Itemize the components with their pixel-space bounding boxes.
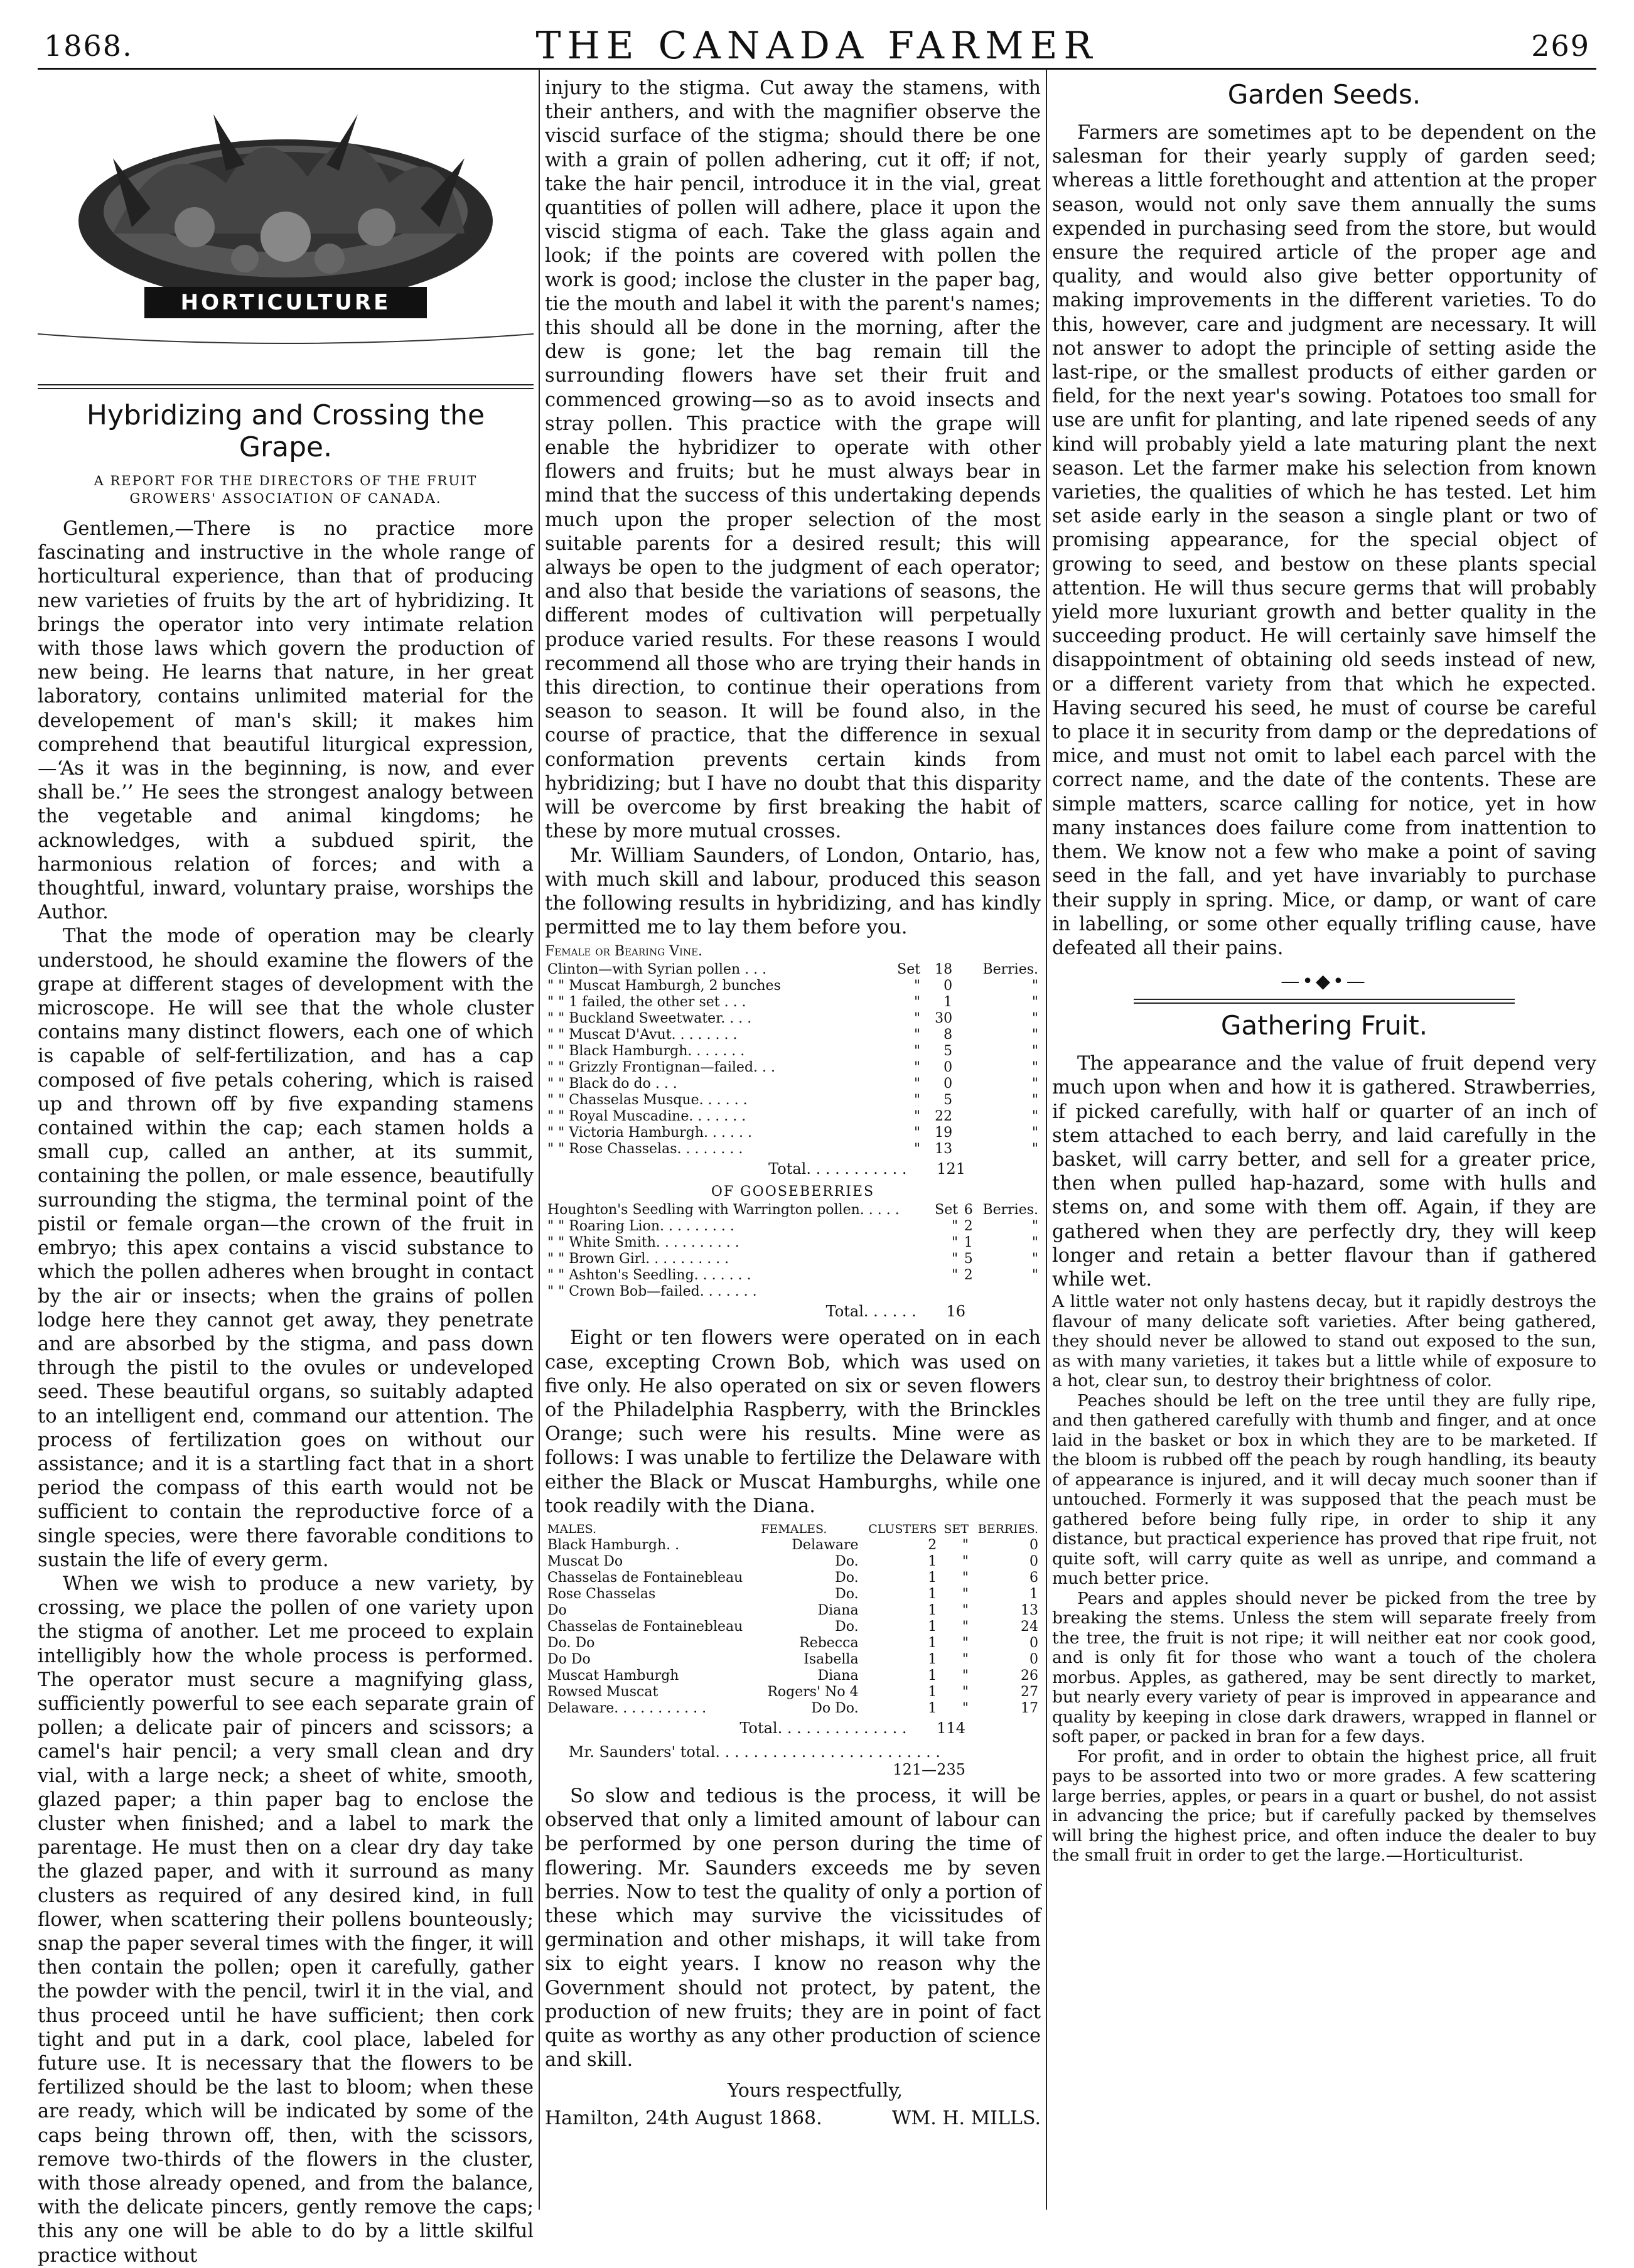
berries-count: 26 — [1021, 1667, 1038, 1684]
set-label: " — [962, 1602, 969, 1618]
female-variety: Do. — [835, 1553, 859, 1569]
berries-count: 13 — [1021, 1602, 1038, 1618]
berries-count — [960, 1284, 976, 1300]
paragraph: Peaches should be left on the tree until they are fully ripe, and then gathered carefully with thumb and finger, and at once laid in the basket or box in which they are to be marketed. If the bloom is rubbed off the peach by rough handling, its beauty of appearance is injured, and it will decay much sooner than if untouched. Formerly it was supposed that the peach must be gathered before being fully ripe, in order to ship it any distance, but practical experience has proved that ripe fruit, not quite soft, will carry quite as well as unripe, and command a much better price. — [1052, 1390, 1596, 1589]
set-label: " — [951, 1235, 959, 1251]
vine-cross: " " Victoria Hamburgh. . . . . . — [547, 1125, 752, 1141]
berries-count: 0 — [943, 1060, 953, 1076]
vine-cross: " " Muscat Hamburgh, 2 bunches — [547, 978, 781, 994]
table-row — [545, 1218, 1041, 1235]
set-label: " — [962, 1586, 969, 1602]
page-number: 269 — [1531, 29, 1590, 63]
clusters-count: 2 — [928, 1537, 937, 1553]
male-variety: Do — [547, 1602, 567, 1618]
berries-label: " — [1031, 1043, 1038, 1060]
table-row — [545, 1619, 1041, 1635]
table-row — [545, 1701, 1041, 1717]
set-label: " — [962, 1667, 969, 1684]
berries-label: " — [1031, 1267, 1038, 1284]
berries-label: " — [1031, 994, 1038, 1011]
berries-label: Berries. — [982, 1202, 1038, 1218]
berries-label: " — [1031, 1076, 1038, 1092]
masthead-title: THE CANADA FARMER — [535, 24, 1099, 68]
set-label: " — [962, 1553, 969, 1569]
paragraph: Eight or ten flowers were operated on in each case, excepting Crown Bob, which was used on five only. He also operated on six or seven flowers of the Philadelphia Raspberry, with the Brinckles Orange; such were his results. Mine were as follows: I was unable to fertilize the Delaware with either the Black or Muscat Hamburghs, while one took readily with the Diana. — [545, 1327, 1041, 1517]
table-row — [545, 1235, 1041, 1251]
berries-count: 1 — [964, 1235, 973, 1251]
vine-cross: " " Buckland Sweetwater. . . . — [547, 1011, 752, 1027]
section-ornament: —•◆•— — [1281, 970, 1368, 993]
clusters-count: 1 — [928, 1684, 937, 1700]
divider — [38, 384, 534, 389]
clusters-count: 1 — [928, 1635, 937, 1651]
table-total — [545, 1303, 1041, 1320]
berries-label: " — [1031, 1109, 1038, 1125]
paragraph: The appearance and the value of fruit depend very much upon when and how it is gathered. Strawberries, if picked carefully, with half or quarter of an inch of stem attached to each berry, and laid carefully in the basket, will carry better, and sell for a greater price, then when pulled hap-hazard, some with hulls and stems on, and some with them off. Again, if they are gathered when they are perfectly dry, they will keep longer and retain a better flavour than if gathered while wet. — [1052, 1053, 1596, 1291]
berries-count: 1 — [943, 994, 953, 1011]
table-row — [545, 1141, 1041, 1158]
berries-count: 0 — [1029, 1537, 1038, 1553]
vine-cross: " " Muscat D'Avut. . . . . . . . — [547, 1027, 738, 1043]
clusters-count: 1 — [928, 1667, 937, 1684]
male-variety: Muscat Do — [547, 1553, 623, 1569]
berries-count: 0 — [943, 1076, 953, 1092]
column-3 — [1052, 77, 1596, 2210]
column-header: CLUSTERS — [868, 1522, 937, 1536]
place-date: Hamilton, 24th August 1868. — [545, 2107, 822, 2130]
table-row — [545, 1652, 1041, 1668]
paragraph: So slow and tedious is the process, it will be observed that only a limited amount of labour can be performed by one person during the time of flowering. Mr. Saunders exceeds me by seven berries. Now to test the quality of only a portion of these which may survive the vicissitudes of germination and other mishaps, it will take from six to eight years. I know no reason why the Government should not protect, by patent, the production of new fruits; they are in point of fact quite as worthy as any other production of science and skill. — [545, 1785, 1041, 2072]
total-value: 114 — [937, 1719, 965, 1737]
set-label: " — [962, 1537, 969, 1553]
table-row — [545, 1027, 1041, 1043]
female-variety: Diana — [817, 1667, 859, 1684]
horticulture-vignette — [38, 77, 534, 372]
berries-count: 24 — [1021, 1618, 1038, 1635]
set-label — [930, 1284, 960, 1300]
table-row — [545, 1092, 1041, 1109]
set-label: " — [913, 1027, 921, 1043]
berries-label: " — [1031, 1235, 1038, 1251]
table-row — [545, 962, 1041, 978]
table-row — [545, 1537, 1041, 1554]
vine-cross: " " 1 failed, the other set . . . — [547, 994, 746, 1011]
berries-label: " — [1031, 1141, 1038, 1158]
berries-count: 5 — [943, 1043, 953, 1060]
table-row — [545, 1043, 1041, 1060]
clusters-count: 1 — [928, 1700, 937, 1716]
set-label: " — [913, 1092, 921, 1109]
vine-cross: " " Black Hamburgh. . . . . . . — [547, 1043, 745, 1060]
issue-year: 1868. — [44, 29, 133, 63]
vine-cross: " " Roaring Lion. . . . . . . . . — [547, 1218, 734, 1235]
set-label: " — [962, 1635, 969, 1651]
grape-results-table — [545, 962, 1041, 1158]
berries-count: 6 — [964, 1202, 973, 1218]
total-value: 121—235 — [893, 1760, 965, 1778]
total-label: Total. . . . . . . . . . . . . . — [739, 1719, 907, 1737]
column-header: SET — [943, 1522, 969, 1536]
vine-cross: " " Crown Bob—failed. . . . . . . — [547, 1284, 757, 1300]
total-label: Total. . . . . . . . . . . — [768, 1160, 907, 1178]
female-variety: Diana — [817, 1602, 859, 1618]
male-variety: Rowsed Muscat — [547, 1684, 658, 1700]
signoff — [545, 2107, 1041, 2129]
berries-count: 5 — [943, 1092, 953, 1109]
gooseberry-table-heading: OF GOOSEBERRIES — [711, 1184, 875, 1200]
paragraph: A little water not only hastens decay, but it rapidly destroys the flavour of many delicate soft varieties. After being gathered, they should never be allowed to stand out exposed to the sun, as with many varieties, it takes but a little while of exposure to a hot, clear sun, to destroy their brightness of color. — [1052, 1292, 1596, 1391]
article-title-gathering-fruit: Gathering Fruit. — [1220, 1010, 1428, 1041]
berries-count: 30 — [935, 1011, 953, 1027]
set-label: " — [962, 1684, 969, 1700]
female-variety: Do. — [835, 1618, 859, 1635]
berries-label: " — [1031, 1251, 1038, 1267]
female-variety: Delaware — [792, 1537, 859, 1553]
vine-cross: " " Black do do . . . — [547, 1076, 677, 1092]
table-row — [545, 1109, 1041, 1125]
male-variety: Rose Chasselas — [547, 1586, 656, 1602]
berries-label: Berries. — [982, 962, 1038, 978]
male-variety: Do Do — [547, 1651, 591, 1667]
table-header-row — [545, 1521, 1041, 1537]
berries-label: " — [1031, 1125, 1038, 1141]
berries-count: 27 — [1021, 1684, 1038, 1700]
set-label: " — [962, 1651, 969, 1667]
total-value: 16 — [946, 1303, 965, 1321]
berries-count: 0 — [1029, 1635, 1038, 1651]
grand-total — [545, 1743, 1041, 1778]
set-label: " — [913, 1076, 921, 1092]
female-variety: Rebecca — [799, 1635, 859, 1651]
table-row — [545, 1202, 1041, 1218]
berries-count: 2 — [964, 1267, 973, 1284]
set-label: " — [913, 1109, 921, 1125]
paragraph: Farmers are sometimes apt to be dependent on the salesman for their yearly supply of garden seed; whereas a little forethought and attention at the proper season, would not only save them annually the sums expended in purchasing seed from the store, but would ensure the required article of the proper age and quality, and would also give better opportunity of making improvements in the different varieties. To do this, however, care and judgment are necessary. It will not answer to adopt the principle of setting aside the last-ripe, or the smallest products of either garden or field, for the next year's sowing. Potatoes too small for use are unfit for planting, and late ripened seeds of any kind will probably yield a late maturing plant the next season. Let the farmer make his selection from known varieties, the qualities of which he has tested. Let him set aside early in the season a single plant or two of promising appearance, for the special object of growing to seed, and bestow on these plants special attention. He will thus secure germs that will probably yield more luxuriant growth and better quality in the succeeding product. He will certainly save himself the disappointment of obtaining old seeds instead of new, or a different variety from that which he expected. Having secured his seed, he must of course be careful to place it in security from damp or the depredations of mice, and must not omit to label each parcel with the correct name, and the date of the contents. These are simple matters, scarce calling for notice, yet in how many instances does failure come from inattention to them. We know not a few who make a point of saving seed in the fall, and yet have invariably to purchase their supply in spring. Mice, or damp, or want of care in labelling, or some other equally trifling cause, have defeated all their pains. — [1052, 122, 1596, 959]
set-label: " — [913, 1141, 921, 1158]
berries-count: 17 — [1021, 1700, 1038, 1716]
table-row — [545, 994, 1041, 1011]
set-label: " — [913, 994, 921, 1011]
berries-label: " — [1031, 1060, 1038, 1076]
set-label: " — [962, 1569, 969, 1586]
column-header: BERRIES. — [977, 1522, 1038, 1536]
vine-cross: " " Rose Chasselas. . . . . . . . — [547, 1141, 743, 1158]
male-variety: Muscat Hamburgh — [547, 1667, 679, 1684]
clusters-count: 1 — [928, 1586, 937, 1602]
berries-count: 0 — [1029, 1553, 1038, 1569]
total-value: 121 — [937, 1160, 965, 1178]
paragraph: Mr. William Saunders, of London, Ontario, has, with much skill and labour, produced this season the following results in hybridizing, and has kindly permitted me to lay them before you. — [545, 844, 1041, 939]
set-label: " — [913, 1060, 921, 1076]
berries-label — [976, 1284, 1041, 1300]
female-variety: Do. — [835, 1569, 859, 1586]
article-body-hybridizing — [38, 517, 534, 2268]
vine-cross: Houghton's Seedling with Warrington pollen. . . . . — [547, 1202, 900, 1218]
female-variety: Do Do. — [811, 1700, 859, 1716]
author-signature: WM. H. MILLS. — [891, 2107, 1041, 2130]
table-row — [545, 1011, 1041, 1027]
set-label: " — [913, 1011, 921, 1027]
total-label: Mr. Saunders' total. . . . . . . . . . . . . . . . . . . . . . . . — [568, 1743, 940, 1761]
column-2 — [545, 77, 1041, 2210]
article-title-hybridizing: Hybridizing and Crossing the Grape. — [86, 399, 485, 463]
table-row — [545, 1076, 1041, 1092]
vine-cross: " " White Smith. . . . . . . . . . — [547, 1235, 739, 1251]
berries-label: " — [1031, 1218, 1038, 1235]
male-variety: Black Hamburgh. . — [547, 1537, 680, 1553]
paragraph: That the mode of operation may be clearly understood, he should examine the flowers of the grape at different stages of development with the microscope. He will see that the whole cluster contains many distinct flowers, each one of which is capable of self-fertilization, and has a cap composed of five petals cohering, which is raised up and thrown off by five expanding stamens contained within the cap; each stamen holds a small cup, called an anther, at its summit, containing the pollen, or male essence, beautifully surrounding the stigma, the terminal point of the pistil or female organ—the crown of the fruit in embryo; this apex contains a viscid substance to which the pollen adheres when brought in contact by the air or insects; when the grains of pollen lodge here they cannot get away, they penetrate and are absorbed by the stigma, and pass down through the pistil to the ovules or undeveloped seed. These beautiful organs, so suitably adapted to an intelligent end, command our attention. The process of fertilization goes on without our assistance; and it is a startling fact that in a short period the compass of this earth would not be sufficient to contain the reproductive force of a single species, were there favorable conditions to sustain the life of every germ. — [38, 925, 534, 1571]
set-label: " — [913, 1043, 921, 1060]
article-title-garden-seeds: Garden Seeds. — [1227, 79, 1421, 110]
set-label: " — [913, 978, 921, 994]
table-row — [545, 1125, 1041, 1141]
berries-count: 22 — [935, 1109, 953, 1125]
berries-label: " — [1031, 1027, 1038, 1043]
berries-count: 19 — [935, 1125, 953, 1141]
results-table-heading: Female or Bearing Vine. — [545, 943, 703, 960]
female-variety: Isabella — [804, 1651, 859, 1667]
clusters-count: 1 — [928, 1602, 937, 1618]
vine-cross: " " Royal Muscadine. . . . . . . — [547, 1109, 746, 1125]
mills-results-table — [545, 1521, 1041, 1717]
paragraph: When we wish to produce a new variety, by crossing, we place the pollen of one variety upon the stigma of another. Let me proceed to explain intelligibly how the whole process is performed. The operator must secure a magnifying glass, sufficiently powerful to see each separate grain of pollen; a delicate pair of pincers and scissors; a camel's hair pencil; a very small clean and dry vial, with a large neck; a sheet of white, smooth, glazed paper; a thin paper bag to enclose the cluster when finished; and a label to mark the parentage. He must then on a clear dry day take the glazed paper, and with it surround as many clusters as required of any desired kind, in full flower, when scattering their pollens bounteously; snap the paper several times with the finger, it will then contain the pollen; open it carefully, gather the powder with the pencil, twirl it in the vial, and thus proceed until he have sufficient; then cork tight and put in a dark, cool place, labeled for future use. It is necessary that the flowers to be fertilized should be the last to bloom; when these are ready, which will be indicated by some of the caps being thrown off, then, with the scissors, remove two-thirds of the flowers in the cluster, with those already opened, and from the balance, with the delicate pincers, gently remove the caps; this any one will be able to do by a little skilful practice without — [38, 1572, 534, 2267]
female-variety: Rogers' No 4 — [767, 1684, 859, 1700]
clusters-count: 1 — [928, 1618, 937, 1635]
berries-count: 5 — [964, 1251, 973, 1267]
vine-cross: Clinton—with Syrian pollen . . . — [547, 962, 767, 978]
vine-cross: " " Ashton's Seedling. . . . . . . — [547, 1267, 751, 1284]
male-variety: Do. Do — [547, 1635, 595, 1651]
column-header: FEMALES. — [761, 1522, 827, 1536]
table-row — [545, 1251, 1041, 1267]
table-row — [545, 978, 1041, 994]
set-label: " — [951, 1267, 959, 1284]
berries-count: 13 — [935, 1141, 953, 1158]
berries-label: " — [1031, 978, 1038, 994]
total-label: Total. . . . . . — [825, 1303, 916, 1321]
column-rule — [1046, 69, 1047, 2210]
vine-cross: " " Grizzly Frontignan—failed. . . — [547, 1060, 775, 1076]
table-row — [545, 1060, 1041, 1076]
set-label: Set — [897, 962, 921, 978]
gooseberry-results-table — [545, 1202, 1041, 1300]
table-row — [545, 1586, 1041, 1603]
table-row — [545, 1668, 1041, 1684]
closing: Yours respectfully, — [727, 2080, 903, 2102]
berries-count: 18 — [935, 962, 953, 978]
berries-count: 6 — [1029, 1569, 1038, 1586]
clusters-count: 1 — [928, 1569, 937, 1586]
clusters-count: 1 — [928, 1553, 937, 1569]
table-row — [545, 1635, 1041, 1652]
column-1 — [38, 77, 534, 2267]
berries-label: " — [1031, 1011, 1038, 1027]
table-row — [545, 1267, 1041, 1284]
female-variety: Do. — [835, 1586, 859, 1602]
paragraph: Gentlemen,—There is no practice more fascinating and instructive in the whole range of horticultural experience, than that of producing new varieties of fruits by the art of hybridizing. It brings the operator into very intimate relation with those laws which govern the production of new being. He learns that nature, in her great laboratory, contains unlimited material for the developement of man's skill; it makes him comprehend that beautiful liturgical expression,—‘As it was in the beginning, is now, and ever shall be.’’ He sees the strongest analogy between the vegetable and animal kingdoms; he acknowledges, with a subdued spirit, the harmonious relation of forces; and with a thoughtful, inward, voluntary praise, worships the Author. — [38, 518, 534, 924]
set-label: Set — [935, 1202, 959, 1218]
paragraph: Pears and apples should never be picked from the tree by breaking the stems. Unless the stem will separate freely from the tree, the fruit is not ripe; it will neither eat nor cook good, and is only fit for those who want a touch of the cholera morbus. Apples, as gathered, may be sent directly to market, but nearly every variety of pear is improved in appearance and quality by keeping in close dark drawers, wrapped in flannel or soft paper, or packed in bran for a few days. — [1052, 1588, 1596, 1747]
vine-cross: " " Brown Girl. . . . . . . . . . — [547, 1251, 729, 1267]
table-total — [545, 1719, 1041, 1737]
divider — [1134, 999, 1515, 1004]
berries-count: 2 — [964, 1218, 973, 1235]
table-row — [545, 1684, 1041, 1701]
vine-cross: " " Chasselas Musque. . . . . . — [547, 1092, 748, 1109]
male-variety: Delaware. . . . . . . . . . . — [547, 1700, 707, 1716]
berries-count: 0 — [943, 978, 953, 994]
table-row — [545, 1570, 1041, 1586]
running-head — [38, 24, 1596, 70]
table-row — [545, 1284, 1041, 1300]
article-subtitle: A REPORT FOR THE DIRECTORS OF THE FRUIT GROWERS' ASSOCIATION OF CANADA. — [94, 473, 478, 506]
vignette-label: HORTICULTURE — [180, 290, 391, 315]
table-row — [545, 1603, 1041, 1619]
set-label: " — [962, 1700, 969, 1716]
paragraph: For profit, and in order to obtain the highest price, all fruit pays to be assorted into two or more grades. A few scattering large berries, apples, or pears in a quart or bushel, do not assist in advancing the price; but if carefully packed by themselves will bring the highest price, and often induce the dealer to buy the small fruit in order to get the large.—Horticulturist. — [1052, 1746, 1596, 1866]
berries-count: 0 — [1029, 1651, 1038, 1667]
set-label: " — [951, 1218, 959, 1235]
berries-count: 8 — [943, 1027, 953, 1043]
paragraph: injury to the stigma. Cut away the stamens, with their anthers, and with the magnifier observe the viscid surface of the stigma; should there be one with a grain of pollen adhering, cut it off; if not, take the hair pencil, introduce it in the vial, great quantities of pollen will adhere, place it upon the viscid stigma of each. Take the glass again and look; if the points are covered with pollen the work is good; inclose the cluster in the paper bag, tie the mouth and label it with the parent's names; this should all be done in the morning, after the dew is gone; let the bag remain till the surrounding flowers have set their fruit and commenced growing—so as to avoid insects and stray pollen. This practice with the grape will enable the hybridizer to operate with other flowers and fruits; but he must always bear in mind that the success of this undertaking depends much upon the proper selection of the most suitable parents for a desired result; this will always be open to the judgment of each operator; and also that beside the variations of seasons, the different modes of cultivation will perpetually produce varied results. For these reasons I would recommend all those who are trying their hands in this direction, to continue their operations from season to season. It will be found also, in the course of practice, that the difference in sexual conformation prevents certain kinds from hybridizing; but I have no doubt that this disparity will be overcome by first breaking the habit of these by more mutual crosses. — [545, 77, 1041, 843]
table-total — [545, 1160, 1041, 1178]
berries-count: 1 — [1029, 1586, 1038, 1602]
column-header: MALES. — [547, 1522, 597, 1536]
column-rule — [539, 69, 540, 2210]
male-variety: Chasselas de Fontainebleau — [547, 1569, 743, 1586]
set-label: " — [951, 1251, 959, 1267]
set-label: " — [913, 1125, 921, 1141]
table-row — [545, 1554, 1041, 1570]
berries-label: " — [1031, 1092, 1038, 1109]
male-variety: Chasselas de Fontainebleau — [547, 1618, 743, 1635]
clusters-count: 1 — [928, 1651, 937, 1667]
set-label: " — [962, 1618, 969, 1635]
